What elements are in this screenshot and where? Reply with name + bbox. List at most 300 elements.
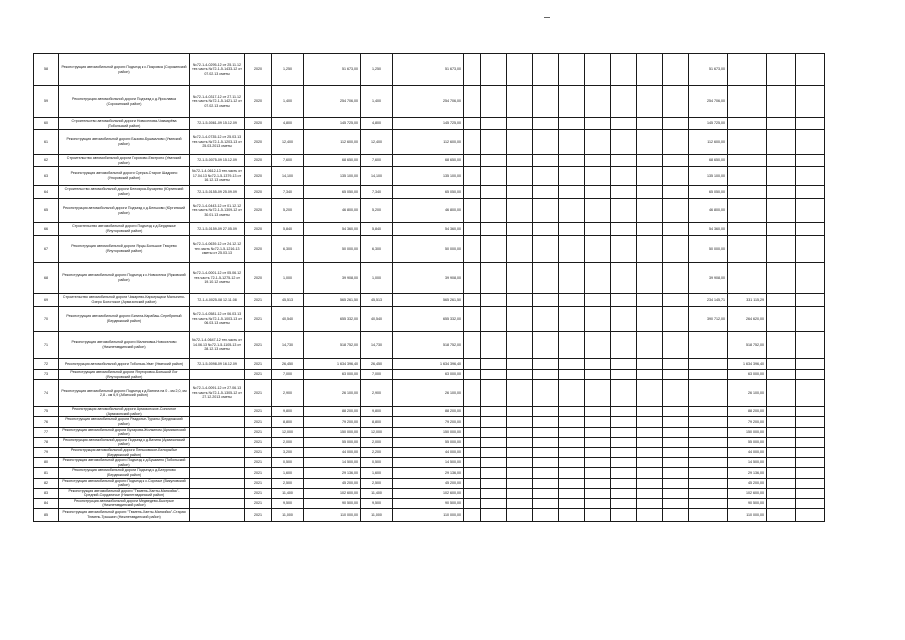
cell-len2: 45,513 <box>361 294 393 307</box>
cell-p6 <box>611 447 637 457</box>
table-row <box>34 307 825 332</box>
cell-len: 9,500 <box>272 498 304 508</box>
cell-blank <box>767 186 796 199</box>
cell-p7 <box>637 155 663 167</box>
cell-p1 <box>481 427 507 437</box>
cell-blank <box>767 155 796 167</box>
cell-p1 <box>481 478 507 488</box>
cell-p10: 331 115,29 <box>728 294 767 307</box>
cell-p2 <box>507 468 533 478</box>
cell-p2 <box>507 155 533 167</box>
cell-p5 <box>585 447 611 457</box>
cell-p4 <box>559 380 585 407</box>
cell-p3 <box>533 417 559 427</box>
cell-blank <box>796 155 825 167</box>
table-row <box>34 167 825 186</box>
cell-cost2: 655 332,00 <box>393 307 464 332</box>
cell-name: Реконструкция автомобильной дороги Подъезд к д.Ватина (Армизонский район) <box>59 437 190 447</box>
cell-blank <box>464 427 481 437</box>
cell-len: 7,340 <box>272 186 304 199</box>
cell-name: Строительство автомобильной дороги Подъезд к д.Бердюжье (Ялуторовский район) <box>59 223 190 236</box>
cell-blank <box>464 167 481 186</box>
cell-name: Реконструкция автомобильной дороги Подъезд к д.Ярославка (Сорокинский район) <box>59 86 190 118</box>
cell-len2: 2,000 <box>361 437 393 447</box>
cell-cost: 50 000,00 <box>304 236 361 263</box>
cell-p3 <box>533 447 559 457</box>
cell-blank <box>767 488 796 498</box>
cell-year: 2020 <box>245 223 272 236</box>
cell-p6 <box>611 359 637 370</box>
cell-num: 69 <box>34 294 59 307</box>
cell-len2: 2,500 <box>361 478 393 488</box>
cell-p2 <box>507 427 533 437</box>
cell-cost: 65 050,00 <box>304 186 361 199</box>
cell-num: 79 <box>34 447 59 457</box>
cell-p9 <box>689 478 728 488</box>
table-row <box>34 86 825 118</box>
cell-p5 <box>585 155 611 167</box>
cell-p3 <box>533 437 559 447</box>
cell-doc <box>190 468 245 478</box>
cell-p7 <box>637 236 663 263</box>
cell-p10 <box>728 155 767 167</box>
cell-len2: 40,540 <box>361 307 393 332</box>
cell-cost: 14 500,00 <box>304 458 361 468</box>
cell-blank <box>464 130 481 155</box>
cell-doc: №72-1-4-0001-12 от 05.06.12 тех.часть 72-1-5-1275-12 от 19.10.12 сметы <box>190 263 245 294</box>
cell-blank <box>464 407 481 417</box>
cell-cost2: 88 200,00 <box>393 407 464 417</box>
cell-year: 2021 <box>245 294 272 307</box>
cell-p2 <box>507 407 533 417</box>
cell-len: 0,500 <box>272 458 304 468</box>
cell-len: 14,730 <box>272 332 304 359</box>
cell-p8 <box>663 509 689 522</box>
cell-p1 <box>481 417 507 427</box>
cell-blank <box>464 478 481 488</box>
cell-blank <box>464 118 481 130</box>
cell-num: 70 <box>34 307 59 332</box>
cell-blank <box>464 417 481 427</box>
cell-year: 2021 <box>245 498 272 508</box>
cell-name: Реконструкция автомобильной дороги Армизонское-Сопочное (Армизонский район) <box>59 407 190 417</box>
cell-p3 <box>533 155 559 167</box>
cell-p7 <box>637 427 663 437</box>
cell-name: Строительство автомобильной дороги Чикарево-Карьерщики Малыгино-Озеро Болотское (Армизонский район) <box>59 294 190 307</box>
cell-blank <box>464 468 481 478</box>
cell-doc <box>190 370 245 380</box>
cell-p8 <box>663 307 689 332</box>
cell-len2: 0,500 <box>361 458 393 468</box>
cell-year: 2020 <box>245 86 272 118</box>
cell-p2 <box>507 199 533 223</box>
cell-p9: 39 908,00 <box>689 263 728 294</box>
cell-blank <box>767 407 796 417</box>
cell-len2: 12,400 <box>361 130 393 155</box>
cell-p2 <box>507 54 533 86</box>
cell-p7 <box>637 86 663 118</box>
cell-cost2: 39 908,00 <box>393 263 464 294</box>
cell-year: 2021 <box>245 370 272 380</box>
cell-p3 <box>533 359 559 370</box>
cell-p1 <box>481 509 507 522</box>
cell-cost2: 254 706,00 <box>393 86 464 118</box>
cell-blank <box>796 86 825 118</box>
cell-p2 <box>507 509 533 522</box>
cell-blank <box>464 332 481 359</box>
cell-num: 83 <box>34 488 59 498</box>
cell-p1 <box>481 294 507 307</box>
cell-p8 <box>663 468 689 478</box>
table-row <box>34 332 825 359</box>
cell-p10: 88 200,00 <box>728 407 767 417</box>
cell-p9: 51 673,00 <box>689 54 728 86</box>
cell-year: 2021 <box>245 417 272 427</box>
cell-p7 <box>637 199 663 223</box>
cell-p8 <box>663 488 689 498</box>
cell-blank <box>796 509 825 522</box>
cell-cost2: 565 261,50 <box>393 294 464 307</box>
cell-cost: 655 332,00 <box>304 307 361 332</box>
cell-blank <box>464 294 481 307</box>
cell-p8 <box>663 86 689 118</box>
cell-p9 <box>689 488 728 498</box>
table-row <box>34 118 825 130</box>
cell-p8 <box>663 223 689 236</box>
cell-p4 <box>559 359 585 370</box>
cell-p5 <box>585 199 611 223</box>
cell-p10: 79 200,00 <box>728 417 767 427</box>
cell-p8 <box>663 155 689 167</box>
cell-p3 <box>533 427 559 437</box>
cell-p7 <box>637 447 663 457</box>
cell-p6 <box>611 488 637 498</box>
cell-len2: 6,300 <box>361 236 393 263</box>
cell-name: Реконструкция автомобильной дороги Подъезд к с.Покровка (Сорокинский район) <box>59 54 190 86</box>
cell-blank <box>464 498 481 508</box>
cell-p10 <box>728 236 767 263</box>
cell-blank <box>767 86 796 118</box>
cell-len2: 7,000 <box>361 370 393 380</box>
cell-blank <box>796 186 825 199</box>
cell-p1 <box>481 437 507 447</box>
cell-p6 <box>611 468 637 478</box>
cell-cost2: 1 634 396,40 <box>393 359 464 370</box>
cell-num: 82 <box>34 478 59 488</box>
cell-p2 <box>507 370 533 380</box>
cell-cost: 565 261,50 <box>304 294 361 307</box>
cell-blank <box>767 54 796 86</box>
cell-year: 2021 <box>245 332 272 359</box>
cell-p9 <box>689 437 728 447</box>
cell-p10: 102 600,00 <box>728 488 767 498</box>
cell-p8 <box>663 186 689 199</box>
cell-p8 <box>663 236 689 263</box>
table-row <box>34 370 825 380</box>
cell-cost2: 65 050,00 <box>393 186 464 199</box>
cell-p1 <box>481 359 507 370</box>
cell-p6 <box>611 332 637 359</box>
cell-blank <box>796 427 825 437</box>
cell-p4 <box>559 167 585 186</box>
cell-len: 2,900 <box>272 380 304 407</box>
cell-cost2: 44 000,00 <box>393 447 464 457</box>
cell-blank <box>796 307 825 332</box>
cell-doc <box>190 488 245 498</box>
cell-doc: №72-1-4-0581-12 от 06.03.13 тех.часть №72-1-5-1003-13 от 06.03.13 сметы <box>190 307 245 332</box>
cell-p1 <box>481 380 507 407</box>
cell-blank <box>464 380 481 407</box>
cell-num: 66 <box>34 223 59 236</box>
cell-year: 2021 <box>245 437 272 447</box>
table-row <box>34 468 825 478</box>
cell-p4 <box>559 86 585 118</box>
cell-doc <box>190 407 245 417</box>
cell-p10: 150 000,00 <box>728 427 767 437</box>
cell-blank <box>767 167 796 186</box>
cell-cost2: 54 360,00 <box>393 223 464 236</box>
cell-p4 <box>559 478 585 488</box>
cell-cost: 79 200,00 <box>304 417 361 427</box>
table-row <box>34 488 825 498</box>
cell-num: 63 <box>34 167 59 186</box>
cell-name: Реконструкция автомобильной дороги Ярцы-Большое Тюкуево (Ялуторовский район) <box>59 236 190 263</box>
cell-p5 <box>585 332 611 359</box>
cell-name: Реконструкция автомобильной дороги Малиновка-Новоселово (Нижнетавдинский район) <box>59 332 190 359</box>
cell-p6 <box>611 54 637 86</box>
cell-name: Реконструкция автомобильной дороги Подъезд к д.Бушмино (Тобольский район) <box>59 458 190 468</box>
cell-blank <box>767 199 796 223</box>
cell-p7 <box>637 498 663 508</box>
cell-p5 <box>585 294 611 307</box>
table-row <box>34 458 825 468</box>
cell-cost: 55 000,00 <box>304 437 361 447</box>
cell-num: 76 <box>34 417 59 427</box>
cell-p8 <box>663 263 689 294</box>
cell-p6 <box>611 509 637 522</box>
cell-blank <box>767 468 796 478</box>
table-row <box>34 478 825 488</box>
cell-p8 <box>663 359 689 370</box>
cell-year: 2021 <box>245 447 272 457</box>
cell-p7 <box>637 488 663 498</box>
cell-p3 <box>533 118 559 130</box>
cell-p2 <box>507 86 533 118</box>
cell-blank <box>464 447 481 457</box>
cell-len: 12,000 <box>272 427 304 437</box>
cell-p7 <box>637 130 663 155</box>
cell-cost: 150 000,00 <box>304 427 361 437</box>
cell-p4 <box>559 447 585 457</box>
table-row <box>34 437 825 447</box>
cell-p2 <box>507 186 533 199</box>
cell-len: 11,400 <box>272 488 304 498</box>
cell-p4 <box>559 498 585 508</box>
cell-cost2: 29 136,00 <box>393 468 464 478</box>
cell-p1 <box>481 223 507 236</box>
cell-year: 2021 <box>245 380 272 407</box>
cell-p4 <box>559 509 585 522</box>
cell-cost2: 14 500,00 <box>393 458 464 468</box>
cell-p3 <box>533 488 559 498</box>
cell-p1 <box>481 199 507 223</box>
cell-len: 1,400 <box>272 86 304 118</box>
cell-p4 <box>559 155 585 167</box>
cell-p2 <box>507 332 533 359</box>
cell-doc: №72-1-4-0295-12 от 25.11.12 тех.часть №72-1-5-1433-12 от 07.02.13 сметы <box>190 54 245 86</box>
cell-p10 <box>728 223 767 236</box>
table-row <box>34 498 825 508</box>
cell-name: Реконструкция автомобильной дороги Ялуторовск-Большой Лог (Ялуторовский район) <box>59 370 190 380</box>
cell-p6 <box>611 417 637 427</box>
cell-p7 <box>637 294 663 307</box>
cell-blank <box>464 223 481 236</box>
cell-p10: 26 100,00 <box>728 380 767 407</box>
cell-p10 <box>728 167 767 186</box>
cell-year: 2021 <box>245 307 272 332</box>
cell-num: 68 <box>34 263 59 294</box>
cell-p5 <box>585 509 611 522</box>
cell-blank <box>464 307 481 332</box>
cell-year: 2020 <box>245 155 272 167</box>
table-row <box>34 359 825 370</box>
cell-p9: 234 145,71 <box>689 294 728 307</box>
cell-p5 <box>585 236 611 263</box>
cell-p8 <box>663 54 689 86</box>
cell-doc: 72-1-5-0159-09 27.05.09 <box>190 223 245 236</box>
cell-p5 <box>585 417 611 427</box>
cell-len: 9,800 <box>272 407 304 417</box>
cell-p1 <box>481 86 507 118</box>
cell-blank <box>767 380 796 407</box>
cell-cost: 1 634 396,40 <box>304 359 361 370</box>
cell-p10: 264 620,00 <box>728 307 767 332</box>
cell-p5 <box>585 130 611 155</box>
cell-p9 <box>689 458 728 468</box>
cell-cost: 39 908,00 <box>304 263 361 294</box>
cell-cost2: 135 100,00 <box>393 167 464 186</box>
cell-p4 <box>559 118 585 130</box>
cell-name: Реконструкция автомобильной дороги Пеньковское-Белорыбье (Бердюжский район) <box>59 447 190 457</box>
cell-blank <box>767 263 796 294</box>
cell-num: 84 <box>34 498 59 508</box>
cell-doc <box>190 458 245 468</box>
cell-p7 <box>637 509 663 522</box>
cell-p1 <box>481 167 507 186</box>
cell-p5 <box>585 498 611 508</box>
cell-p5 <box>585 118 611 130</box>
cell-cost2: 112 600,00 <box>393 130 464 155</box>
cell-p9: 46 800,00 <box>689 199 728 223</box>
cell-p3 <box>533 458 559 468</box>
cell-p5 <box>585 468 611 478</box>
cell-p1 <box>481 186 507 199</box>
cell-len: 8,800 <box>272 417 304 427</box>
cell-p6 <box>611 307 637 332</box>
cell-num: 64 <box>34 186 59 199</box>
cell-num: 58 <box>34 54 59 86</box>
cell-blank <box>464 509 481 522</box>
cell-doc: 72-1-4-0025-08 12.11.08 <box>190 294 245 307</box>
cell-cost: 254 706,00 <box>304 86 361 118</box>
cell-p1 <box>481 130 507 155</box>
cell-p10 <box>728 130 767 155</box>
cell-name: Реконструкция автомобильной дороги Подъезд к д.Ватина на 0 - км 2,0, км 2,8 - км 6,9 (Абатский район) <box>59 380 190 407</box>
cell-len2: 5,200 <box>361 199 393 223</box>
cell-blank <box>767 307 796 332</box>
cell-p2 <box>507 380 533 407</box>
cell-blank <box>767 118 796 130</box>
cell-p6 <box>611 370 637 380</box>
table-row <box>34 509 825 522</box>
cell-blank <box>767 294 796 307</box>
cell-p3 <box>533 307 559 332</box>
cell-p10: 29 136,00 <box>728 468 767 478</box>
cell-p5 <box>585 167 611 186</box>
cell-doc: №72-1-4-0647-12 тех.часть от 14.06.13 №72-1-5-1105-13 от 28.12.13 сметы <box>190 332 245 359</box>
cell-name: Строительство автомобильной дороги Горохово-Евстропо (Уватский район) <box>59 155 190 167</box>
cell-len: 2,000 <box>272 437 304 447</box>
cell-p5 <box>585 263 611 294</box>
cell-len: 7,000 <box>272 370 304 380</box>
cell-p3 <box>533 199 559 223</box>
cell-blank <box>464 54 481 86</box>
cell-p7 <box>637 468 663 478</box>
cell-p4 <box>559 427 585 437</box>
cell-p10 <box>728 199 767 223</box>
cell-name: Реконструкция автомобильной дороги "Тюмень-Ханты-Мансийск"-Старая Тюмень-Трышкин (Нижнетавдинский район) <box>59 509 190 522</box>
scan-artifact-mark <box>544 17 550 18</box>
cell-p7 <box>637 407 663 417</box>
cell-p6 <box>611 223 637 236</box>
table-row <box>34 407 825 417</box>
cell-p1 <box>481 118 507 130</box>
table-row <box>34 417 825 427</box>
cell-p10: 518 752,00 <box>728 332 767 359</box>
cell-p7 <box>637 186 663 199</box>
cell-doc <box>190 509 245 522</box>
cell-blank <box>464 186 481 199</box>
cell-p2 <box>507 488 533 498</box>
cell-blank <box>464 488 481 498</box>
cell-blank <box>767 223 796 236</box>
cell-blank <box>464 155 481 167</box>
cell-p4 <box>559 263 585 294</box>
cell-blank <box>796 370 825 380</box>
cell-p9 <box>689 359 728 370</box>
cell-doc: 72-1-5-0098-09 16.12.09 <box>190 359 245 370</box>
cell-p2 <box>507 437 533 447</box>
cell-blank <box>767 332 796 359</box>
cell-blank <box>796 263 825 294</box>
cell-len: 5,840 <box>272 223 304 236</box>
cell-blank <box>767 370 796 380</box>
cell-cost2: 46 800,00 <box>393 199 464 223</box>
cell-doc <box>190 478 245 488</box>
cell-p9: 390 712,00 <box>689 307 728 332</box>
cell-p4 <box>559 370 585 380</box>
cell-p1 <box>481 498 507 508</box>
cell-p4 <box>559 294 585 307</box>
cell-len2: 11,000 <box>361 509 393 522</box>
cell-blank <box>796 332 825 359</box>
cell-blank <box>796 407 825 417</box>
cell-p10 <box>728 186 767 199</box>
cell-len: 40,540 <box>272 307 304 332</box>
cell-p7 <box>637 54 663 86</box>
cell-blank <box>767 359 796 370</box>
cell-p10: 110 000,00 <box>728 509 767 522</box>
